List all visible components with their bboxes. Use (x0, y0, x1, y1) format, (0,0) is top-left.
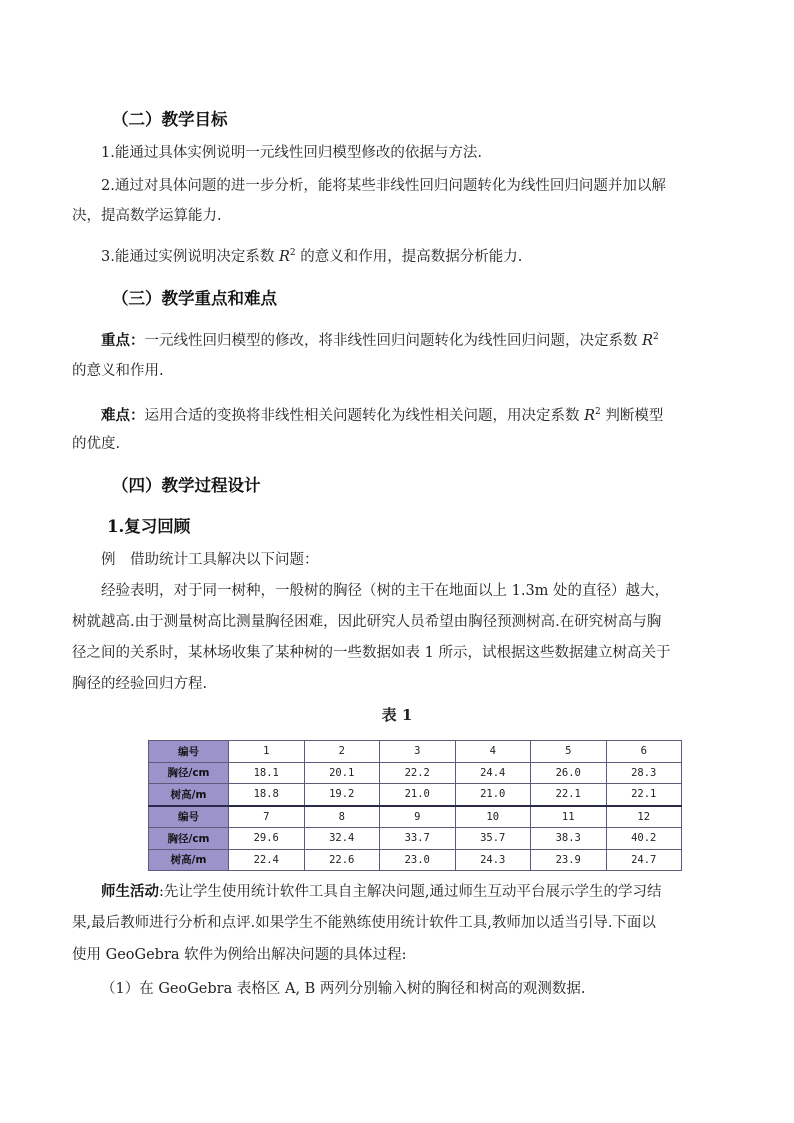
table-cell: 22.6 (304, 849, 380, 871)
table-cell: 3 (380, 741, 456, 763)
data-table (148, 740, 682, 871)
table-cell: 22.1 (606, 784, 682, 806)
table-cell: 40.2 (606, 828, 682, 850)
example-line3: 径之间的关系时，某林场收集了某种树的一些数据如表 1 所示，试根据这些数据建立树高关于 (72, 645, 671, 661)
table-cell: 10 (455, 806, 531, 828)
table-cell: 26.0 (531, 762, 607, 784)
table-row (149, 828, 682, 850)
difficulty-line1 (101, 397, 663, 432)
objective-1: 1.能通过具体实例说明一元线性回归模型修改的依据与方法. (101, 145, 482, 161)
example-line1: 经验表明，对于同一树种，一般树的胸径（树的主干在地面以上 1.3m 处的直径）越大， (101, 583, 670, 599)
table-cell: 7 (229, 806, 305, 828)
activity-label: 师生活动 (101, 883, 159, 900)
key-point-line1 (101, 322, 659, 357)
table-cell: 24.7 (606, 849, 682, 871)
review-heading: 1.复习回顾 (107, 517, 191, 536)
table-cell: 11 (531, 806, 607, 828)
table-row (149, 849, 682, 871)
table-cell: 32.4 (304, 828, 380, 850)
table-row (149, 806, 682, 828)
table-cell: 24.3 (455, 849, 531, 871)
table-cell: 9 (380, 806, 456, 828)
table-cell: 18.8 (229, 784, 305, 806)
table-cell: 6 (606, 741, 682, 763)
activity-text: :先让学生使用统计软件工具自主解决问题,通过师生互动平台展示学生的学习结 (159, 884, 662, 900)
activity-line1 (101, 876, 662, 908)
objective-2-line1: 2.通过对具体问题的进一步分析，能将某些非线性回归问题转化为线性回归问题并加以解 (101, 178, 666, 194)
key-label: 重点： (101, 332, 145, 349)
table-cell: 5 (531, 741, 607, 763)
difficulty-line2: 的优度. (72, 436, 121, 452)
example-line2: 树就越高.由于测量树高比测量胸径困难，因此研究人员希望由胸径预测树高.在研究树高与胸 (72, 614, 662, 630)
r-exponent: 2 (595, 407, 601, 417)
difficulty-text-end: 判断模型 (600, 408, 664, 424)
example-line4: 胸径的经验回归方程. (72, 676, 208, 692)
table-cell: 8 (304, 806, 380, 828)
table-row (149, 762, 682, 784)
table-cell: 38.3 (531, 828, 607, 850)
example-intro: 例 借助统计工具解决以下问题： (101, 552, 319, 568)
table-cell: 22.2 (380, 762, 456, 784)
row-label-diameter: 胸径/cm (149, 762, 229, 784)
activity-step1: （1）在 GeoGebra 表格区 A, B 两列分别输入树的胸径和树高的观测数据. (101, 981, 586, 997)
activity-line3: 使用 GeoGebra 软件为例给出解决问题的具体过程: (72, 947, 407, 963)
objective-2-line2: 决，提高数学运算能力. (72, 208, 222, 224)
row-label-id: 编号 (149, 806, 229, 828)
table-cell: 18.1 (229, 762, 305, 784)
r-exponent: 2 (653, 332, 659, 342)
r-symbol: R (278, 249, 290, 265)
table-cell: 1 (229, 741, 305, 763)
table-cell: 23.0 (380, 849, 456, 871)
objective-3-text-end: 的意义和作用，提高数据分析能力. (295, 249, 523, 265)
key-text: 一元线性回归模型的修改，将非线性回归问题转化为线性回归问题，决定系数 (144, 333, 643, 349)
r-symbol: R (584, 408, 596, 424)
activity-line2: 果,最后教师进行分析和点评.如果学生不能熟练使用统计软件工具,教师加以适当引导.下面以 (72, 915, 656, 931)
table-cell: 19.2 (304, 784, 380, 806)
process-heading: （四）教学过程设计 (112, 476, 261, 495)
row-label-height: 树高/m (149, 784, 229, 806)
table-cell: 28.3 (606, 762, 682, 784)
objectives-heading: （二）教学目标 (112, 110, 228, 129)
r-exponent: 2 (289, 248, 296, 258)
row-label-diameter: 胸径/cm (149, 828, 229, 850)
table-cell: 35.7 (455, 828, 531, 850)
keypoints-heading: （三）教学重点和难点 (112, 289, 277, 308)
table-row (149, 741, 682, 763)
table-caption: 表 1 (381, 706, 413, 724)
table-cell: 29.6 (229, 828, 305, 850)
table-cell: 22.1 (531, 784, 607, 806)
key-point-line2: 的意义和作用. (72, 363, 164, 379)
difficulty-text: 运用合适的变换将非线性相关问题转化为线性相关问题，用决定系数 (144, 408, 585, 424)
r-symbol: R (642, 333, 654, 349)
table-cell: 12 (606, 806, 682, 828)
table-cell: 21.0 (380, 784, 456, 806)
table-cell: 24.4 (455, 762, 531, 784)
table-cell: 2 (304, 741, 380, 763)
objective-3-text: 3.能通过实例说明决定系数 (101, 249, 279, 265)
table-cell: 21.0 (455, 784, 531, 806)
table-cell: 4 (455, 741, 531, 763)
table-cell: 23.9 (531, 849, 607, 871)
table-row (149, 784, 682, 806)
table-cell: 20.1 (304, 762, 380, 784)
row-label-id: 编号 (149, 741, 229, 763)
table-cell: 33.7 (380, 828, 456, 850)
table-cell: 22.4 (229, 849, 305, 871)
row-label-height: 树高/m (149, 849, 229, 871)
difficulty-label: 难点： (101, 407, 145, 424)
objective-3 (101, 238, 522, 273)
